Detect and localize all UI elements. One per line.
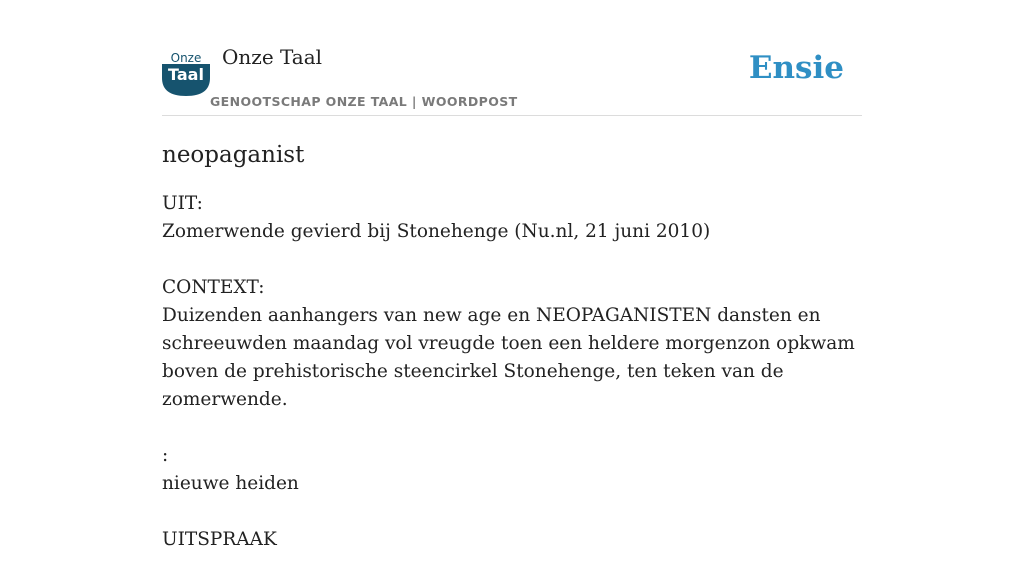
section-text: Zomerwende gevierd bij Stonehenge (Nu.nl, 21 juni 2010) [162,221,711,242]
site-subtitle: GENOOTSCHAP ONZE TAAL | WOORDPOST [210,94,518,109]
ensie-brand-link[interactable]: Ensie [748,50,844,86]
section-meaning [162,442,862,498]
section-label: UITSPRAAK [162,529,277,550]
section-text: Duizenden aanhangers van new age en NEOPAGANISTEN dansten en schreeuwden maandag vol vreugde toen een heldere morgenzon opkwam boven de prehistorische steencirkel Stonehenge, ten teken van de zomerwende. [162,305,855,410]
section-text: nieuwe heiden [162,473,299,494]
section-label: UIT: [162,193,203,214]
onze-taal-logo-icon[interactable] [162,52,210,96]
entry-title: neopaganist [162,142,305,168]
section-label: CONTEXT: [162,277,265,298]
header [162,40,862,116]
section-context [162,274,862,414]
entry-body [162,190,862,554]
section-pronunciation [162,526,862,554]
site-name[interactable]: Onze Taal [222,45,323,69]
logo-line2: Taal [168,65,204,84]
section-source [162,190,862,246]
logo-line1: Onze [170,51,202,65]
entry-card [162,40,862,582]
section-label: : [162,445,169,466]
